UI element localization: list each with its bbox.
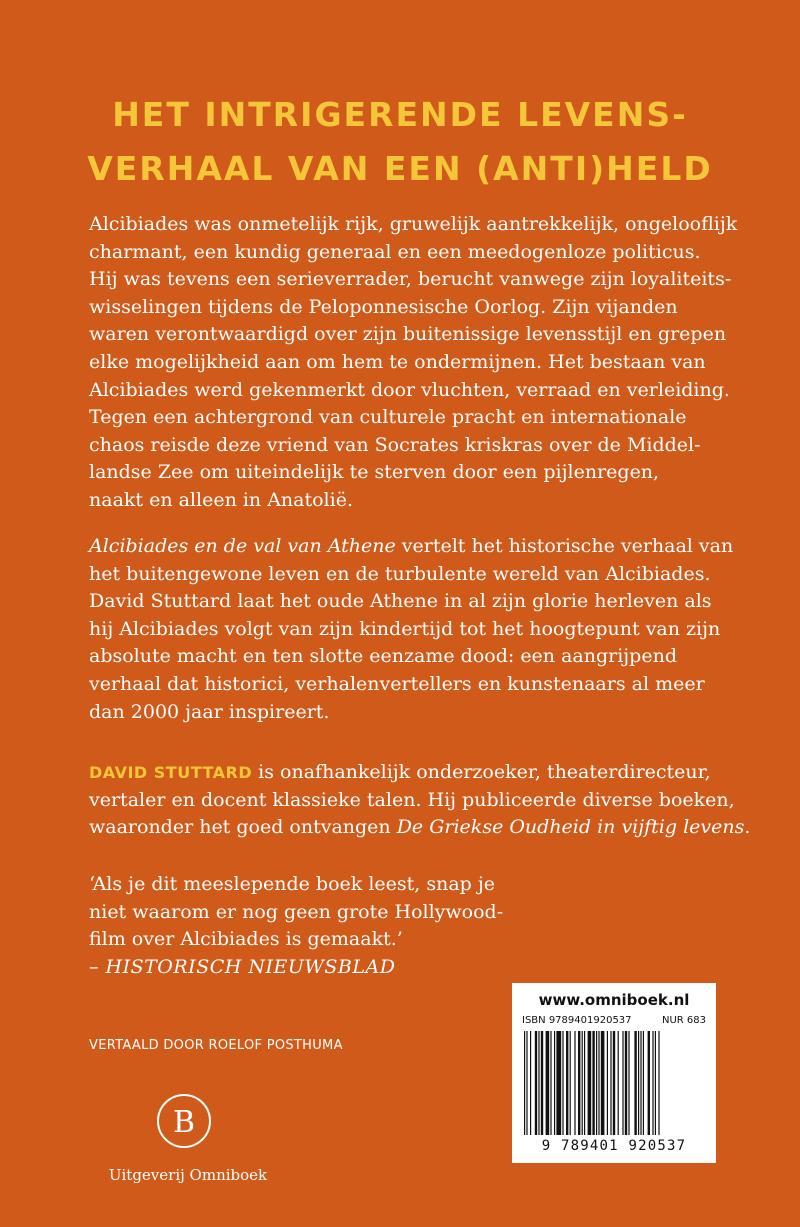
barcode-bar: [640, 1031, 641, 1135]
summary-line: dan 2000 jaar inspireert.: [89, 700, 330, 723]
barcode-bar: [574, 1031, 575, 1135]
barcode-bar: [618, 1031, 619, 1135]
barcode-bar: [622, 1031, 623, 1135]
barcode-bar: [598, 1031, 599, 1135]
nur-label: NUR 683: [661, 1015, 706, 1026]
barcode-bar: [554, 1031, 555, 1135]
barcode-bar: [535, 1031, 537, 1135]
description-line: Tegen een achtergrond van culturele pracht en internationale: [89, 406, 687, 429]
barcode-bar: [588, 1031, 592, 1135]
barcode-bar: [584, 1031, 585, 1135]
barcode-bar: [601, 1031, 605, 1135]
translator-credit: VERTAALD DOOR ROELOF POSTHUMA: [89, 1038, 343, 1053]
barcode-digits: 9 789401 920537: [541, 1138, 687, 1154]
quote-line: film over Alcibiades is gemaakt.’: [89, 928, 403, 951]
book-title: Alcibiades en de val van Athene: [89, 535, 396, 557]
summary-first-line-text: vertelt het historische verhaal van: [395, 535, 734, 557]
barcode-bar: [652, 1031, 653, 1135]
summary-line: het buitengewone leven en de turbulente wereld van Alcibiades.: [89, 562, 711, 585]
author-bio-text: waaronder het goed ontvangen: [89, 816, 397, 839]
barcode-bar: [556, 1031, 561, 1135]
quote-line: ‘Als je dit meeslepende boek leest, snap je: [89, 873, 496, 895]
barcode-bar: [566, 1031, 568, 1135]
barcode-bar: [550, 1031, 551, 1135]
description-paragraph: [89, 211, 738, 515]
headline-line-1: HET INTRIGERENDE LEVENS-: [112, 95, 688, 134]
summary-line: verhaal dat historici, verhalenvertellers en kunstenaars al meer: [89, 672, 705, 695]
barcode-bar: [596, 1031, 597, 1135]
description-line: elke mogelijkheid aan om hem te ondermijnen. Het bestaan van: [89, 350, 706, 373]
description-line: naakt en alleen in Anatolië.: [89, 488, 353, 511]
author-bio-line: [89, 814, 751, 842]
description-line: Hij was tevens een serieverrader, berucht vanwege zijn loyaliteits-: [89, 268, 732, 291]
previous-book-title: De Griekse Oudheid in vijftig levens: [396, 816, 745, 839]
barcode-bar: [530, 1031, 531, 1135]
headline-line-2: VERHAAL VAN EEN (ANTI)HELD: [87, 149, 713, 188]
barcode-bar: [592, 1031, 594, 1135]
barcode-bar: [578, 1031, 580, 1135]
author-bio: [89, 759, 751, 842]
summary-line: hij Alcibiades volgt van zijn kindertijd tot het hoogtepunt van zijn: [89, 617, 721, 640]
publisher-name: Uitgeverij Omniboek: [108, 1166, 268, 1184]
barcode: [522, 1031, 706, 1135]
quote-line: niet waarom er nog geen grote Hollywood-: [89, 900, 504, 923]
barcode-bar: [613, 1031, 615, 1135]
barcode-bar: [538, 1031, 539, 1135]
barcode-bar: [582, 1031, 583, 1135]
description-line: Alcibiades was onmetelijk rijk, gruwelijk aantrekkelijk, ongelooflijk: [89, 213, 738, 235]
press-quote: [89, 871, 729, 981]
description-line: wisselingen tijdens de Peloponnesische Oorlog. Zijn vijanden: [89, 295, 678, 318]
summary-paragraph: [89, 533, 734, 726]
barcode-bar: [526, 1031, 527, 1135]
barcode-bar: [546, 1031, 550, 1135]
omniboek-logo-icon: [153, 1090, 215, 1152]
barcode-bar: [607, 1031, 608, 1135]
summary-line: [89, 533, 734, 561]
barcode-bar: [658, 1031, 659, 1135]
logo-letter: B: [172, 1105, 196, 1140]
summary-line: David Stuttard laat het oude Athene in al zijn glorie herleven als: [89, 590, 712, 613]
description-line: Alcibiades werd gekenmerkt door vluchten, verraad en verleiding.: [89, 378, 730, 401]
barcode-bar: [625, 1031, 627, 1135]
description-line: landse Zee om uiteindelijk te sterven door een pijlenregen,: [89, 461, 660, 484]
author-bio-line: vertaler en docent klassieke talen. Hij publiceerde diverse boeken,: [89, 788, 735, 811]
barcode-bar: [634, 1031, 636, 1135]
isbn-label: ISBN 9789401920537: [522, 1015, 632, 1026]
summary-line: absolute macht en ten slotte eenzame dood: een aangrijpend: [89, 645, 677, 668]
description-line: charmant, een kundig generaal en een meedogenloze politicus.: [89, 240, 701, 263]
description-line: waren verontwaardigd over zijn buitenissige levensstijl en grepen: [89, 323, 727, 346]
barcode-bar: [628, 1031, 629, 1135]
headline: [0, 88, 800, 196]
barcode-bar: [643, 1031, 644, 1135]
description-line: chaos reisde deze vriend van Socrates kriskras over de Middel-: [89, 433, 701, 456]
author-bio-text: is onafhankelijk onderzoeker, theaterdirecteur,: [252, 761, 711, 783]
quote-attribution: – HISTORISCH NIEUWSBLAD: [89, 955, 396, 978]
barcode-bar: [562, 1031, 563, 1135]
publisher-url: www.omniboek.nl: [538, 991, 690, 1009]
barcode-bar: [541, 1031, 543, 1135]
author-bio-text: .: [744, 816, 751, 839]
barcode-bar: [648, 1031, 650, 1135]
barcode-bar: [524, 1031, 525, 1135]
barcode-bar: [638, 1031, 639, 1135]
barcode-bar: [610, 1031, 611, 1135]
author-name: DAVID STUTTARD: [89, 763, 253, 782]
barcode-bar: [570, 1031, 571, 1135]
barcode-bar: [655, 1031, 656, 1135]
author-bio-line: [89, 759, 729, 787]
barcode-panel: [512, 983, 716, 1163]
